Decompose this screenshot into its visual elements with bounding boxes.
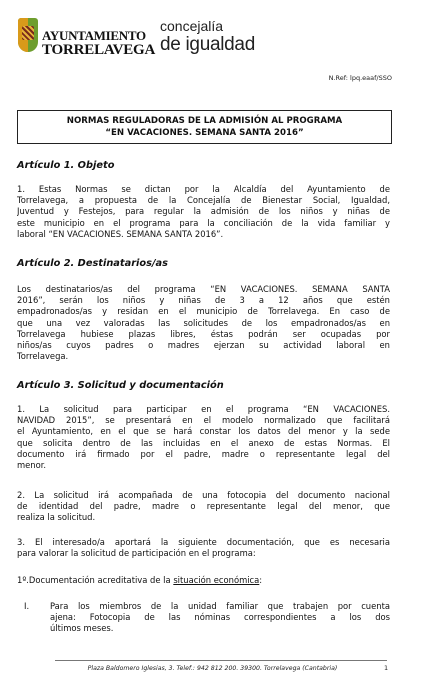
footer-address: Plaza Baldomero Iglesias, 3. Telef.: 942 812 200. 39300. Torrelavega (Cantabria): [87, 665, 338, 672]
title-line2: “EN VACACIONES. SEMANA SANTA 2016”: [105, 128, 304, 138]
paragraph-line: Torrelavega hubiese plazas libres, éstas podrán ser ocupadas por: [17, 328, 390, 339]
item-line: Para los miembros de la unidad familiar que trabajen por cuenta: [50, 601, 390, 611]
page-number: 1: [384, 664, 389, 672]
logo-text-line1: AYUNTAMIENTO: [42, 28, 146, 43]
footer-divider: [55, 660, 387, 661]
paragraph-line: niños/as cuyos padres o madres ejerzan su actividad laboral en: [17, 340, 390, 351]
ayuntamiento-logo: [18, 18, 168, 58]
paragraph-line: que solicita dentro de las incluidas en el anexo de estas Normas. El: [17, 437, 390, 448]
paragraph-line: empadronados/as y residan en el municipio de Torrelavega. En caso de: [17, 306, 390, 317]
paragraph-line: realiza la solicitud.: [17, 512, 96, 523]
subsection-underlined: situación económica: [173, 575, 260, 585]
paragraph-line: 1. La solicitud para participar en el programa “EN VACACIONES.: [17, 404, 390, 414]
article3-paragraph1: [17, 404, 390, 471]
paragraph-line: laboral “EN VACACIONES. SEMANA SANTA 2016”.: [17, 228, 224, 239]
paragraph-line: NAVIDAD 2015”, se presentará en el modelo normalizado que facilitará: [17, 415, 390, 426]
title-line1: NORMAS REGULADORAS DE LA ADMISIÓN AL PROGRAMA: [66, 116, 343, 126]
paragraph-line: Juventud y Festejos, para regular la admisión de los niños y niñas de: [17, 206, 390, 217]
paragraph-line: de identidad del padre, madre o representante legal del menor, que: [17, 501, 390, 512]
article3-paragraph2: [17, 490, 390, 524]
paragraph-line: para valorar la solicitud de participación en el programa:: [17, 548, 256, 559]
article3-heading: Artículo 3. Solicitud y documentación: [17, 380, 224, 391]
paragraph-line: Torrelavega, a propuesta de la Concejalía de Bienestar Social, Igualdad,: [17, 195, 390, 206]
article2-paragraph: [17, 284, 390, 362]
item-line: ajena: Fotocopia de las nóminas correspondientes a los dos: [50, 612, 390, 622]
paragraph-line: este municipio en el programa para la conciliación de la vida familiar y: [17, 217, 390, 228]
paragraph-line: Los destinatarios/as del programa “EN VACACIONES. SEMANA SANTA: [17, 284, 390, 294]
paragraph-line: 1. Estas Normas se dictan por la Alcaldía del Ayuntamiento de: [17, 184, 390, 194]
article3-paragraph3: [17, 537, 390, 559]
item-text: [50, 601, 390, 634]
subsection-suffix: :: [259, 575, 263, 585]
igualdad-text: de igualdad: [160, 34, 255, 55]
concejalia-text: concejalía: [160, 18, 224, 34]
paragraph-line: 3. El interesado/a aportará la siguiente documentación, que es necesaria: [17, 537, 390, 547]
article1-paragraph: [17, 184, 390, 240]
paragraph-line: 2. La solicitud irá acompañada de una fotocopia del documento nacional: [17, 490, 390, 500]
reference-code: N.Ref: lpq.eaaf/SSO: [328, 74, 392, 82]
paragraph-line: Torrelavega.: [17, 351, 69, 362]
subsection-prefix: 1º.Documentación acreditativa de la: [17, 575, 174, 585]
paragraph-line: que una vez valoradas las solicitudes de los empadronados/as en: [17, 317, 390, 328]
article2-heading: Artículo 2. Destinatarios/as: [17, 258, 168, 269]
subsection-economic: [17, 575, 262, 585]
paragraph-line: menor.: [17, 460, 47, 471]
item-numeral: I.: [24, 601, 30, 611]
title-box: [17, 110, 392, 144]
item-line: últimos meses.: [50, 623, 114, 633]
article1-heading: Artículo 1. Objeto: [17, 160, 115, 171]
logo-text-line2: TORRELAVEGA: [42, 42, 156, 58]
coat-of-arms-icon: [18, 18, 38, 52]
paragraph-line: 2016”, serán los niños y niñas de 3 a 12 años que estén: [17, 295, 390, 306]
paragraph-line: el Ayuntamiento, en el que se hará constar los datos del menor y la sede: [17, 426, 390, 437]
paragraph-line: documento irá firmado por el padre, madre o representante legal del: [17, 448, 390, 459]
concejalia-logo: [160, 18, 280, 58]
